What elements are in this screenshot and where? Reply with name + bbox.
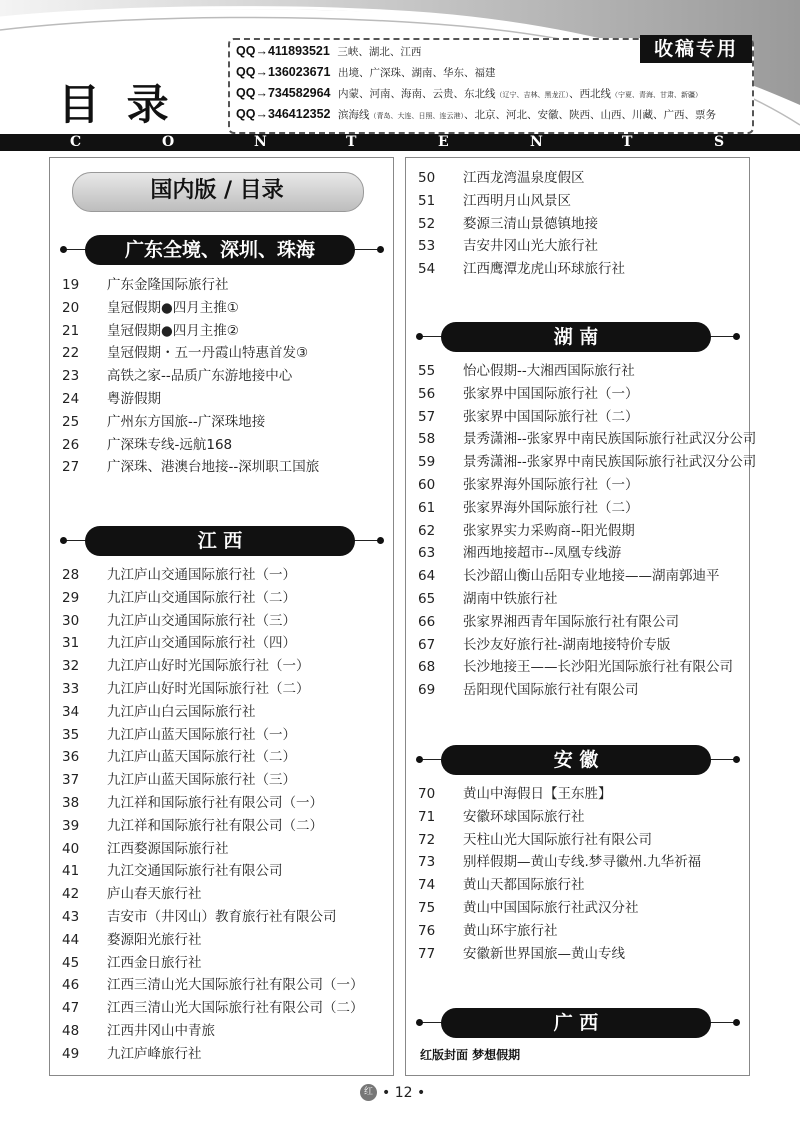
agency-name: 张家界湘西青年国际旅行社有限公司 bbox=[463, 613, 679, 630]
agency-name: 张家界中国国际旅行社（一） bbox=[463, 385, 639, 402]
bullet-dot bbox=[733, 333, 740, 340]
agency-name: 九江庐山好时光国际旅行社（二） bbox=[107, 681, 310, 697]
bullet-dot bbox=[416, 756, 423, 763]
agency-name: 九江庐峰旅行社 bbox=[107, 1045, 202, 1062]
section-title: 广东全境、深圳、珠海 bbox=[85, 235, 355, 265]
page-no: 70 bbox=[418, 786, 436, 802]
bullet-dot bbox=[60, 246, 67, 253]
page-no: 38 bbox=[62, 795, 80, 811]
page-no: 62 bbox=[418, 522, 436, 539]
domestic-banner bbox=[72, 172, 362, 210]
page-no: 75 bbox=[418, 900, 436, 916]
page-no: 41 bbox=[62, 863, 80, 880]
page-no: 77 bbox=[418, 945, 436, 962]
page-no: 64 bbox=[418, 568, 436, 585]
agency-name: 九江祥和国际旅行社有限公司（二） bbox=[107, 817, 323, 834]
page-no: 32 bbox=[62, 658, 80, 675]
agency-name: 江西金日旅行社 bbox=[107, 954, 202, 971]
qq-areas: 出境、广深珠、湖南、华东、福建 bbox=[338, 67, 496, 79]
page-no: 65 bbox=[418, 591, 436, 607]
agency-name: 别样假期—黄山专线.梦寻徽州.九华祈福 bbox=[463, 854, 702, 871]
agency-name: 广深珠专线-远航168 bbox=[107, 436, 233, 453]
page-no: 67 bbox=[418, 636, 436, 653]
agency-name: 岳阳现代国际旅行社有限公司 bbox=[463, 682, 639, 699]
page-no: 69 bbox=[418, 682, 436, 699]
agency-name: 怡心假期--大湘西国际旅行社 bbox=[463, 363, 635, 379]
qq-areas-note: （青岛、大连、日照、连云港） bbox=[369, 112, 465, 120]
agency-name: 皇冠假期●四月主推② bbox=[107, 322, 239, 339]
page-no: 52 bbox=[418, 215, 436, 232]
agency-name: 九江庐山蓝天国际旅行社（二） bbox=[107, 749, 296, 766]
page-no: 31 bbox=[62, 635, 80, 652]
page-no: 30 bbox=[62, 612, 80, 629]
agency-name: 景秀潇湘--张家界中南民族国际旅行社武汉分公司 bbox=[463, 431, 757, 448]
qq-number: QQ→734582964 bbox=[236, 86, 331, 100]
agency-name: 广州东方国旅--广深珠地接 bbox=[107, 413, 266, 430]
page-no: 26 bbox=[62, 436, 80, 453]
page-no: 63 bbox=[418, 545, 436, 562]
agency-name: 婺源三清山景德镇地接 bbox=[463, 215, 598, 232]
page-no: 27 bbox=[62, 459, 80, 476]
agency-name: 黄山环宇旅行社 bbox=[463, 922, 558, 939]
qq-areas: 滨海线 bbox=[338, 109, 370, 121]
agency-name: 安徽环球国际旅行社 bbox=[463, 808, 585, 825]
page-no: 71 bbox=[418, 808, 436, 825]
section-title: 江 西 bbox=[85, 526, 355, 556]
page-no: 28 bbox=[62, 567, 80, 583]
qq-areas-note: （辽宁、吉林、黑龙江） bbox=[495, 91, 570, 99]
submission-stamp: 收稿专用 bbox=[640, 35, 752, 63]
contents-letter: S bbox=[714, 134, 725, 150]
contents-letter: N bbox=[254, 134, 267, 150]
agency-name: 江西明月山风景区 bbox=[463, 192, 571, 209]
page-no: 46 bbox=[62, 977, 80, 994]
page-no: 42 bbox=[62, 886, 80, 903]
page-no: 29 bbox=[62, 589, 80, 606]
qq-number: QQ→136023671 bbox=[236, 65, 331, 79]
qq-areas-note: （宁夏、青海、甘肃、新疆） bbox=[611, 91, 703, 99]
agency-name: 江西婺源国际旅行社 bbox=[107, 840, 229, 857]
agency-name: 高铁之家--品质广东游地接中心 bbox=[107, 368, 293, 385]
section-title: 湖 南 bbox=[441, 322, 711, 352]
agency-name: 张家界中国国际旅行社（二） bbox=[463, 408, 639, 425]
page-no: 35 bbox=[62, 726, 80, 743]
agency-name: 婺源阳光旅行社 bbox=[107, 931, 202, 948]
contents-letter: C bbox=[70, 134, 82, 150]
bullet-dot bbox=[733, 756, 740, 763]
edition-badge: 红 bbox=[360, 1084, 377, 1101]
page-no: 68 bbox=[418, 659, 436, 676]
page-no: 36 bbox=[62, 749, 80, 766]
agency-name: 湖南中铁旅行社 bbox=[463, 591, 558, 607]
qq-areas: 内蒙、河南、海南、云贵、东北线 bbox=[338, 88, 496, 100]
agency-name: 九江庐山白云国际旅行社 bbox=[107, 703, 256, 720]
page-no: 72 bbox=[418, 831, 436, 848]
qq-row bbox=[236, 44, 421, 62]
agency-name: 景秀潇湘--张家界中南民族国际旅行社武汉分公司 bbox=[463, 454, 757, 471]
footer-note: 红版封面 梦想假期 bbox=[420, 1048, 521, 1062]
agency-name: 九江庐山蓝天国际旅行社（一） bbox=[107, 726, 296, 743]
page-no: 73 bbox=[418, 854, 436, 871]
page-no: 49 bbox=[62, 1045, 80, 1062]
section-title: 广 西 bbox=[441, 1008, 711, 1038]
contents-letter: T bbox=[346, 134, 357, 150]
agency-name: 长沙地接王——长沙阳光国际旅行社有限公司 bbox=[463, 659, 733, 676]
page-no: 24 bbox=[62, 391, 80, 407]
agency-name: 黄山中国国际旅行社武汉分社 bbox=[463, 900, 639, 916]
agency-name: 黄山中海假日【王东胜】 bbox=[463, 786, 612, 802]
page-no: 51 bbox=[418, 192, 436, 209]
agency-name: 九江祥和国际旅行社有限公司（一） bbox=[107, 795, 323, 811]
agency-name: 江西龙湾温泉度假区 bbox=[463, 170, 585, 186]
page-no: 40 bbox=[62, 840, 80, 857]
page-no: 58 bbox=[418, 431, 436, 448]
page-no: 57 bbox=[418, 408, 436, 425]
page-no: 25 bbox=[62, 413, 80, 430]
qq-row bbox=[236, 65, 496, 83]
page-no: 55 bbox=[418, 363, 436, 379]
contents-letter: E bbox=[438, 134, 449, 150]
agency-name: 江西鹰潭龙虎山环球旅行社 bbox=[463, 261, 625, 278]
qq-row bbox=[236, 86, 702, 104]
page-no: 44 bbox=[62, 931, 80, 948]
agency-name: 九江交通国际旅行社有限公司 bbox=[107, 863, 283, 880]
agency-name: 九江庐山交通国际旅行社（一） bbox=[107, 567, 296, 583]
page-no: 20 bbox=[62, 299, 80, 316]
page-no: 60 bbox=[418, 477, 436, 493]
page-no: 45 bbox=[62, 954, 80, 971]
section-header bbox=[413, 745, 743, 775]
agency-name: 九江庐山交通国际旅行社（三） bbox=[107, 612, 296, 629]
page-no: 43 bbox=[62, 909, 80, 925]
page-no: 22 bbox=[62, 345, 80, 362]
agency-name: 九江庐山蓝天国际旅行社（三） bbox=[107, 772, 296, 789]
page-no: 54 bbox=[418, 261, 436, 278]
agency-name: 安徽新世界国旅—黄山专线 bbox=[463, 945, 625, 962]
page-number-text: • 12 • bbox=[382, 1085, 426, 1101]
agency-name: 张家界实力采购商--阳光假期 bbox=[463, 522, 635, 539]
bullet-dot bbox=[416, 333, 423, 340]
page-no: 48 bbox=[62, 1023, 80, 1039]
contents-letter: T bbox=[622, 134, 633, 150]
page-no: 53 bbox=[418, 238, 436, 255]
section-header bbox=[57, 526, 387, 556]
page-no: 76 bbox=[418, 922, 436, 939]
qq-areas: 三峡、湖北、江西 bbox=[337, 46, 422, 58]
page-number bbox=[360, 1083, 440, 1103]
contents-letter: O bbox=[162, 134, 175, 150]
agency-name: 皇冠假期・五一丹霞山特惠首发③ bbox=[107, 345, 309, 362]
page-no: 74 bbox=[418, 877, 436, 894]
page-no: 61 bbox=[418, 499, 436, 516]
page-title: 目 录 bbox=[58, 80, 175, 129]
banner-title: 国内版 / 目录 bbox=[150, 178, 284, 203]
page-no: 66 bbox=[418, 613, 436, 630]
agency-name: 黄山天都国际旅行社 bbox=[463, 877, 585, 894]
qq-row bbox=[236, 107, 716, 125]
agency-name: 长沙友好旅行社-湖南地接特价专版 bbox=[463, 636, 671, 653]
agency-name: 吉安井冈山光大旅行社 bbox=[463, 238, 598, 255]
agency-name: 湘西地接超市--凤凰专线游 bbox=[463, 545, 622, 562]
page-no: 33 bbox=[62, 681, 80, 697]
agency-name: 江西井冈山中青旅 bbox=[107, 1023, 215, 1039]
qq-number: QQ→346412352 bbox=[236, 107, 331, 121]
section-title: 安 徽 bbox=[441, 745, 711, 775]
agency-name: 江西三清山光大国际旅行社有限公司（二） bbox=[107, 1000, 364, 1017]
section-header bbox=[413, 1008, 743, 1038]
page-no: 21 bbox=[62, 322, 80, 339]
agency-name: 吉安市（井冈山）教育旅行社有限公司 bbox=[107, 909, 337, 925]
contents-letter: N bbox=[530, 134, 543, 150]
agency-name: 庐山春天旅行社 bbox=[107, 886, 202, 903]
page-no: 56 bbox=[418, 385, 436, 402]
bullet-dot bbox=[60, 537, 67, 544]
agency-name: 天柱山光大国际旅行社有限公司 bbox=[463, 831, 652, 848]
agency-name: 九江庐山交通国际旅行社（二） bbox=[107, 589, 296, 606]
page-no: 47 bbox=[62, 1000, 80, 1017]
agency-name: 江西三清山光大国际旅行社有限公司（一） bbox=[107, 977, 364, 994]
page-no: 37 bbox=[62, 772, 80, 789]
page-no: 19 bbox=[62, 277, 80, 293]
page-no: 59 bbox=[418, 454, 436, 471]
agency-name: 张家界海外国际旅行社（一） bbox=[463, 477, 639, 493]
agency-name: 九江庐山交通国际旅行社（四） bbox=[107, 635, 296, 652]
page-no: 34 bbox=[62, 703, 80, 720]
qq-number: QQ→411893521 bbox=[236, 44, 330, 58]
qq-areas-more: 、北京、河北、安徽、陕西、山西、川藏、广西、票务 bbox=[464, 109, 717, 121]
page-no: 39 bbox=[62, 817, 80, 834]
agency-name: 张家界海外国际旅行社（二） bbox=[463, 499, 639, 516]
agency-name: 皇冠假期●四月主推① bbox=[107, 299, 239, 316]
page-no: 50 bbox=[418, 170, 436, 186]
agency-name: 广深珠、港澳台地接--深圳职工国旅 bbox=[107, 459, 320, 476]
section-header bbox=[57, 235, 387, 265]
contents-bar bbox=[0, 134, 800, 151]
agency-name: 广东金隆国际旅行社 bbox=[107, 277, 229, 293]
bullet-dot bbox=[733, 1019, 740, 1026]
section-header bbox=[413, 322, 743, 352]
agency-name: 长沙韶山衡山岳阳专业地接——湖南郭迪平 bbox=[463, 568, 720, 585]
qq-areas-more: 、西北线 bbox=[569, 88, 612, 100]
bullet-dot bbox=[377, 246, 384, 253]
agency-name: 粤游假期 bbox=[107, 391, 161, 407]
bullet-dot bbox=[377, 537, 384, 544]
bullet-dot bbox=[416, 1019, 423, 1026]
page-no: 23 bbox=[62, 368, 80, 385]
agency-name: 九江庐山好时光国际旅行社（一） bbox=[107, 658, 310, 675]
